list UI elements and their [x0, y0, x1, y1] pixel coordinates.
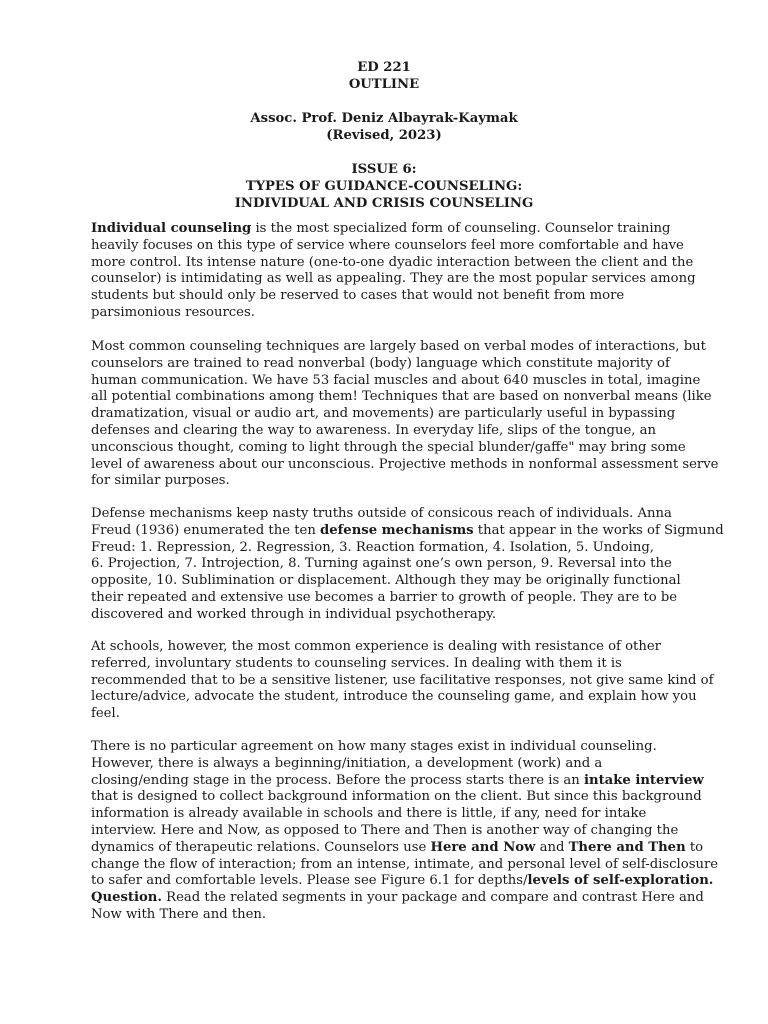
- question-label: Question.: [91, 890, 162, 906]
- issue-title-line-1: TYPES OF GUIDANCE-COUNSELING:: [245, 179, 523, 194]
- paragraph-techniques: Most common counseling techniques are largely based on verbal modes of interactions, but counselors are trained to read nonverbal (body) language which constitute majority of human communication. We have 53 facial muscles and about 640 muscles in total, imagine all potential combinations among them! Techniques that are based on nonverbal means (like dramatization, visual or audio art, and movements) are particularly useful in bypassing defenses and clearing the way to awareness. In everyday life, slips of the tongue, an unconscious thought, coming to light through the special blunder/gaffe" may bring some level of awareness about our unconscious. Projective methods in nonformal assessment serve for similar purposes.: [91, 339, 719, 489]
- term-levels-of-self-exploration: levels of self-exploration.: [527, 873, 714, 889]
- paragraph-resistance: At schools, however, the most common experience is dealing with resistance of other referred, involuntary students to counseling services. In dealing with them it is recommended that to be a sensitive listener, use facilitative responses, not give same kind of lecture/advice, advocate the student, introduce the counseling game, and explain how you feel.: [91, 639, 714, 722]
- course-code: ED 221: [357, 60, 411, 75]
- issue-title-line-2: INDIVIDUAL AND CRISIS COUNSELING: [234, 196, 534, 211]
- issue-number: ISSUE 6:: [351, 162, 417, 177]
- revision-note: (Revised, 2023): [326, 128, 442, 143]
- paragraph-stages: There is no particular agreement on how many stages exist in individual counseling. However, there is always a beginning/initiation, a development (work) and a closing/ending stage in the process. Before the process starts there is an intake interview that is designed to collect background information on the client. But since this background information is already available in schools and there is little, if any, need for intake interview. Here and Now, as opposed to There and Then is another way of changing the dynamics of therapeutic relations. Counselors use Here and Now and There and Then to change the flow of interaction; from an intense, intimate, and personal level of self-disclosure to safer and comfortable levels. Please see Figure 6.1 for depths/levels of self-exploration. Question. Read the related segments in your package and compare and contrast Here and Now with There and then.: [91, 739, 719, 922]
- document-header: [0, 59, 768, 212]
- term-individual-counseling: Individual counseling: [91, 221, 252, 236]
- term-defense-mechanisms: defense mechanisms: [320, 522, 474, 538]
- term-here-and-now: Here and Now: [430, 839, 536, 855]
- term-there-and-then: There and Then: [568, 839, 686, 855]
- outline-label: OUTLINE: [348, 77, 420, 92]
- paragraph-defense-mechanisms: Defense mechanisms keep nasty truths outside of consicous reach of individuals. Anna Freud (1936) enumerated the ten defense mechanisms that appear in the works of Sigmund Freud: 1. Repression, 2. Regression, 3. Reaction formation, 4. Isolation, 5. Undoing, 6. Projection, 7. Introjection, 8. Turning against one’s own person, 9. Reversal into the opposite, 10. Sublimination or displacement. Although they may be originally functional their repeated and extensive use becomes a barrier to growth of people. They are to be discovered and worked through in individual psychotherapy.: [91, 506, 724, 622]
- term-intake-interview: intake interview: [583, 772, 704, 788]
- author-name: Assoc. Prof. Deniz Albayrak-Kaymak: [250, 111, 518, 126]
- paragraph-individual-counseling: Individual counseling is the most specialized form of counseling. Counselor training heavily focuses on this type of service where counselors feel more comfortable and have more control. Its intense nature (one-to-one dyadic interaction between the client and the counselor) is intimidating as well as appealing. They are the most popular services among students but should only be reserved to cases that would not benefit from more parsimonious resources.: [91, 221, 696, 320]
